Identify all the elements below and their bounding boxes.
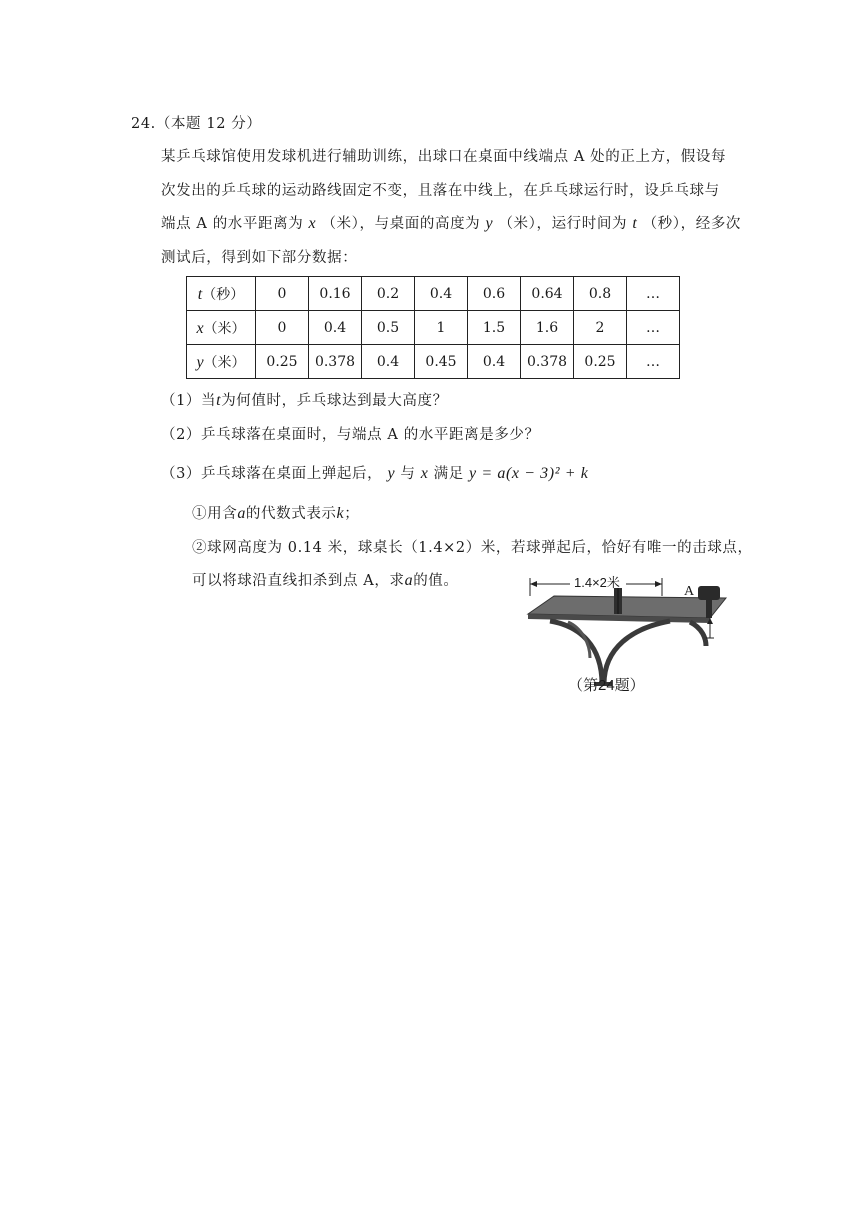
question-3-2-line-1: ②球网高度为 0.14 米，球桌长（1.4×2）米，若球弹起后，恰好有唯一的击球点， [192, 540, 753, 556]
table-cell: 0.25 [574, 345, 627, 379]
point-a-label: A [684, 584, 695, 599]
var-x: x [420, 465, 429, 482]
var-k: k [336, 505, 345, 522]
table-cell: 1.5 [468, 311, 521, 345]
table-row [187, 277, 680, 311]
problem-header: 24.（本题 12 分） [131, 116, 262, 132]
dimension-label: 1.4×2米 [574, 575, 620, 590]
table-cell: 0.4 [415, 277, 468, 311]
table-cell: 0.378 [521, 345, 574, 379]
table-cell: 1 [415, 311, 468, 345]
table-cell: 0.25 [256, 345, 309, 379]
table-cell: … [627, 311, 680, 345]
table-cell: 0.16 [309, 277, 362, 311]
var-y: y [387, 465, 396, 482]
question-2: （2）乒乓球落在桌面时，与端点 A 的水平距离是多少？ [161, 427, 540, 443]
table-row [187, 311, 680, 345]
intro-text: （米），运行时间为 [498, 216, 628, 232]
table-cell: 0.6 [468, 277, 521, 311]
table-cell: 0.4 [309, 311, 362, 345]
figure-caption: （第24题） [568, 677, 645, 694]
var-t: t [632, 215, 638, 232]
table-cell: 0.5 [362, 311, 415, 345]
table-cell: … [627, 277, 680, 311]
question-3-1: ①用含a的代数式表示k； [192, 505, 360, 522]
intro-text: 端点 A 的水平距离为 [161, 216, 304, 232]
var-t: t [216, 392, 222, 409]
table-cell: 0.8 [574, 277, 627, 311]
ping-pong-table-figure [520, 566, 740, 701]
question-3: （3）乒乓球落在桌面上弹起后， y 与 x 满足 y = a(x − 3)² + k [161, 465, 589, 482]
formula: y = a(x − 3)² + k [469, 465, 589, 482]
var-a: a [237, 505, 246, 522]
intro-text: （米），与桌面的高度为 [321, 216, 481, 232]
intro-text: （秒），经多次 [642, 216, 742, 232]
question-1: （1）当t为何值时，乒乓球达到最大高度？ [161, 392, 448, 409]
var-y: y [485, 215, 494, 232]
table-cell: 1.6 [521, 311, 574, 345]
table-cell: 0.64 [521, 277, 574, 311]
table-cell: 0.378 [309, 345, 362, 379]
table-cell: 0 [256, 311, 309, 345]
intro-line-2: 次发出的乒乓球的运动路线固定不变，且落在中线上，在乒乓球运行时，设乒乓球与 [161, 183, 720, 199]
intro-line-4: 测试后，得到如下部分数据： [161, 250, 358, 266]
row-header: t（秒） [187, 277, 256, 311]
table-row [187, 345, 680, 379]
var-a: a [404, 572, 414, 589]
table-cell: 0.4 [468, 345, 521, 379]
var-x: x [308, 215, 317, 232]
table-cell: 0.4 [362, 345, 415, 379]
table-cell: 0.2 [362, 277, 415, 311]
question-3-2-line-2: 可以将球沿直线扣杀到点 A，求a的值。 [192, 572, 459, 589]
table-cell: … [627, 345, 680, 379]
data-table [186, 276, 680, 379]
table-cell: 2 [574, 311, 627, 345]
intro-line-3 [161, 212, 741, 233]
row-header: x（米） [187, 311, 256, 345]
table-cell: 0.45 [415, 345, 468, 379]
row-header: y（米） [187, 345, 256, 379]
intro-line-1: 某乒乓球馆使用发球机进行辅助训练，出球口在桌面中线端点 A 处的正上方，假设每 [161, 149, 727, 165]
table-cell: 0 [256, 277, 309, 311]
